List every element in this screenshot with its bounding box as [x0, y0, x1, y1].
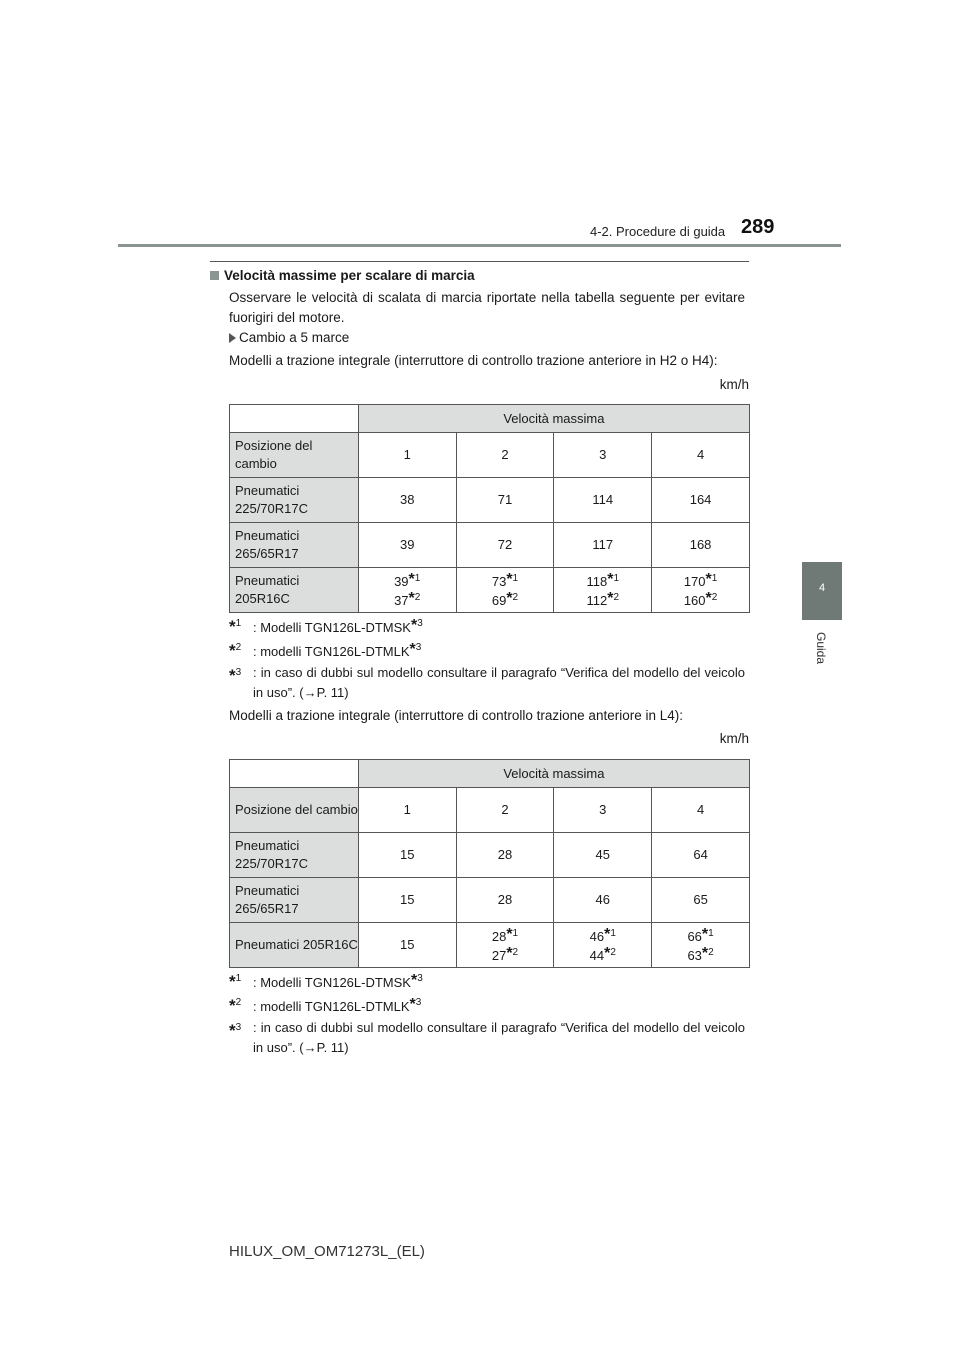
speed-number: 160	[683, 593, 706, 608]
footnote-text	[229, 663, 745, 703]
transmission-bullet	[229, 330, 349, 345]
table-row	[230, 568, 750, 613]
footnote-ref: 1	[613, 573, 620, 584]
asterisk-mark: *	[229, 617, 236, 636]
footnote-number: 3	[235, 1022, 242, 1033]
asterisk-mark: *	[410, 617, 418, 634]
asterisk-mark: *	[604, 926, 611, 943]
table-row	[230, 478, 750, 523]
footnote-body: : Modelli TGN126L-DTMSK	[253, 620, 411, 635]
speed-number: 46	[589, 929, 605, 944]
footnote-marker	[229, 663, 241, 687]
asterisk-mark: *	[705, 571, 712, 588]
speed-cell	[652, 568, 750, 613]
speed-cell: 117	[554, 523, 652, 568]
row-label-cell: Posizione del cambio	[230, 433, 359, 478]
chapter-tab	[802, 562, 842, 620]
gear-cell: 2	[456, 788, 554, 833]
footnote-marker	[229, 638, 241, 662]
asterisk-mark: *	[506, 945, 513, 962]
footnote-ref: 1	[512, 928, 519, 939]
asterisk-mark: *	[410, 972, 418, 989]
asterisk-mark: *	[229, 641, 236, 660]
footnote-marker	[229, 993, 241, 1017]
speed-table-2	[229, 759, 750, 968]
speed-cell: 38	[358, 478, 456, 523]
asterisk-mark: *	[409, 996, 416, 1013]
footnote	[229, 663, 745, 703]
square-bullet-icon	[210, 271, 219, 280]
speed-cell	[652, 923, 750, 968]
footnote-ref: 3	[417, 618, 423, 629]
section1-description: Modelli a trazione integrale (interruttore di controllo trazione anteriore in H2 o H4):	[229, 353, 718, 368]
footnote-ref: 1	[414, 573, 421, 584]
footnote-number: 2	[235, 642, 242, 653]
table-header-cell: Velocità massima	[358, 760, 749, 788]
footnote-ref: 3	[417, 973, 423, 984]
footnote-ref: 2	[708, 947, 714, 958]
speed-cell: 15	[358, 833, 456, 878]
row-label-cell: Pneumatici 225/70R17C	[230, 833, 359, 878]
speed-value	[589, 926, 616, 944]
speed-number: 63	[687, 948, 702, 963]
footnote-text	[229, 614, 745, 638]
asterisk-mark: *	[607, 590, 614, 607]
speed-cell: 46	[554, 878, 652, 923]
speed-value	[491, 945, 519, 963]
running-header-section: 4-2. Procedure di guida	[590, 224, 726, 239]
footnote-ref: 1	[708, 928, 714, 939]
intro-paragraph: Osservare le velocità di scalata di marcia riportate nella tabella seguente per evitare fuorigiri del motore.	[229, 290, 745, 325]
speed-value	[586, 590, 620, 608]
footnote-number: 3	[235, 667, 242, 678]
table-header-cell: Velocità massima	[358, 405, 749, 433]
speed-cell: 64	[652, 833, 750, 878]
speed-value	[589, 945, 616, 963]
gear-cell: 1	[358, 788, 456, 833]
section-heading	[210, 268, 475, 283]
speed-cell: 39	[358, 523, 456, 568]
footnote-ref: 1	[512, 573, 519, 584]
footnote-number: 1	[235, 618, 242, 629]
speed-cell: 28	[456, 878, 554, 923]
gear-cell: 3	[554, 788, 652, 833]
speed-cell	[554, 923, 652, 968]
asterisk-mark: *	[229, 996, 236, 1015]
footnote-ref: 1	[711, 573, 718, 584]
transmission-bullet-text: Cambio a 5 marce	[239, 330, 350, 345]
triangle-bullet-icon	[229, 333, 236, 343]
asterisk-mark: *	[506, 926, 513, 943]
gear-cell: 2	[456, 433, 554, 478]
speed-number: 170	[683, 574, 706, 589]
document-footer: HILUX_OM_OM71273L_(EL)	[229, 1243, 425, 1260]
footnote-ref: 2	[711, 592, 718, 603]
speed-cell: 28	[456, 833, 554, 878]
section1-unit: km/h	[719, 377, 749, 392]
footnote-ref: 2	[512, 592, 519, 603]
speed-value	[491, 926, 519, 944]
table-row	[230, 433, 750, 478]
speed-cell: 114	[554, 478, 652, 523]
speed-cell	[456, 568, 554, 613]
page-number: 289	[741, 216, 775, 238]
gear-cell: 4	[652, 788, 750, 833]
table-header-row	[230, 405, 750, 433]
row-label-cell: Pneumatici 265/65R17	[230, 523, 359, 568]
table-row	[230, 923, 750, 968]
speed-cell	[358, 568, 456, 613]
asterisk-mark: *	[408, 571, 415, 588]
footnote-ref: 1	[610, 928, 616, 939]
footnote-body: : in caso di dubbi sul modello consultare il paragrafo “Verifica del modello del veicolo in uso”. (→P. 11)	[253, 665, 745, 700]
asterisk-mark: *	[506, 590, 513, 607]
chapter-tab-number: 4	[818, 582, 826, 594]
table-row	[230, 523, 750, 568]
footnote-text	[229, 969, 745, 993]
row-label-cell: Pneumatici 205R16C	[230, 568, 359, 613]
speed-value	[586, 571, 620, 589]
footnote-ref: 3	[415, 642, 422, 653]
footnote	[229, 969, 745, 993]
gear-cell: 1	[358, 433, 456, 478]
speed-value	[491, 571, 519, 589]
asterisk-mark: *	[409, 641, 416, 658]
row-label-cell: Posizione del cambio	[230, 788, 359, 833]
speed-value	[394, 590, 421, 608]
footnote-ref: 2	[610, 947, 616, 958]
footnote-number: 2	[235, 997, 242, 1008]
asterisk-mark: *	[229, 666, 236, 685]
speed-value	[394, 571, 421, 589]
section-heading-text: Velocità massime per scalare di marcia	[224, 268, 475, 283]
speed-number: 44	[589, 948, 605, 963]
chapter-tab-label-wrap	[812, 632, 832, 672]
speed-number: 112	[586, 593, 608, 608]
footnote-text	[229, 638, 745, 662]
table-row	[230, 833, 750, 878]
footnote-text	[229, 1018, 745, 1058]
footnote-marker	[229, 1018, 241, 1042]
speed-cell: 15	[358, 923, 456, 968]
speed-number: 118	[586, 574, 608, 589]
gear-cell: 4	[652, 433, 750, 478]
table-row	[230, 788, 750, 833]
speed-number: 37	[394, 593, 409, 608]
footnote	[229, 638, 745, 662]
table-corner-cell	[230, 405, 359, 433]
speed-value	[687, 945, 714, 963]
speed-number: 27	[491, 948, 507, 963]
speed-number: 28	[491, 929, 507, 944]
footnote-number: 1	[235, 973, 242, 984]
speed-table-1	[229, 404, 750, 613]
speed-cell: 65	[652, 878, 750, 923]
table-row	[230, 878, 750, 923]
footnote-body: : modelli TGN126L-DTMLK	[253, 644, 410, 659]
row-label-cell: Pneumatici 225/70R17C	[230, 478, 359, 523]
table-header-row	[230, 760, 750, 788]
asterisk-mark: *	[701, 926, 709, 943]
speed-value	[491, 590, 519, 608]
footnote-body: : Modelli TGN126L-DTMSK	[253, 975, 411, 990]
speed-cell: 168	[652, 523, 750, 568]
footnote	[229, 614, 745, 638]
footnote	[229, 993, 745, 1017]
speed-value	[683, 571, 718, 589]
speed-cell: 71	[456, 478, 554, 523]
footnote-marker	[229, 614, 241, 638]
asterisk-mark: *	[229, 972, 236, 991]
speed-cell: 45	[554, 833, 652, 878]
footnote-ref: 2	[512, 947, 519, 958]
gear-cell: 3	[554, 433, 652, 478]
section2-description: Modelli a trazione integrale (interruttore di controllo trazione anteriore in L4):	[229, 708, 683, 723]
row-label-cell: Pneumatici 205R16C	[230, 923, 359, 968]
table-corner-cell	[230, 760, 359, 788]
speed-number: 66	[687, 929, 702, 944]
speed-cell	[554, 568, 652, 613]
footnote-ref: 3	[415, 997, 422, 1008]
chapter-tab-label: Guida	[814, 632, 828, 665]
speed-number: 73	[491, 574, 507, 589]
footnote	[229, 1018, 745, 1058]
speed-cell: 72	[456, 523, 554, 568]
section2-unit: km/h	[719, 731, 749, 746]
footnote-body: : in caso di dubbi sul modello consultare il paragrafo “Verifica del modello del veicolo in uso”. (→P. 11)	[253, 1020, 745, 1055]
speed-cell: 164	[652, 478, 750, 523]
footnote-ref: 2	[613, 592, 620, 603]
asterisk-mark: *	[408, 590, 415, 607]
asterisk-mark: *	[229, 1021, 236, 1040]
footnote-ref: 2	[414, 592, 421, 603]
speed-number: 69	[491, 593, 507, 608]
footnote-text	[229, 993, 745, 1017]
speed-cell	[456, 923, 554, 968]
asterisk-mark: *	[701, 945, 709, 962]
speed-value	[683, 590, 718, 608]
asterisk-mark: *	[604, 945, 611, 962]
asterisk-mark: *	[506, 571, 513, 588]
speed-value	[687, 926, 714, 944]
footnote-body: : modelli TGN126L-DTMLK	[253, 999, 410, 1014]
asterisk-mark: *	[705, 590, 712, 607]
row-label-cell: Pneumatici 265/65R17	[230, 878, 359, 923]
header-rule	[118, 244, 841, 247]
footnote-marker	[229, 969, 241, 993]
speed-number: 39	[394, 574, 409, 589]
section-rule	[210, 261, 749, 262]
speed-cell: 15	[358, 878, 456, 923]
asterisk-mark: *	[607, 571, 614, 588]
